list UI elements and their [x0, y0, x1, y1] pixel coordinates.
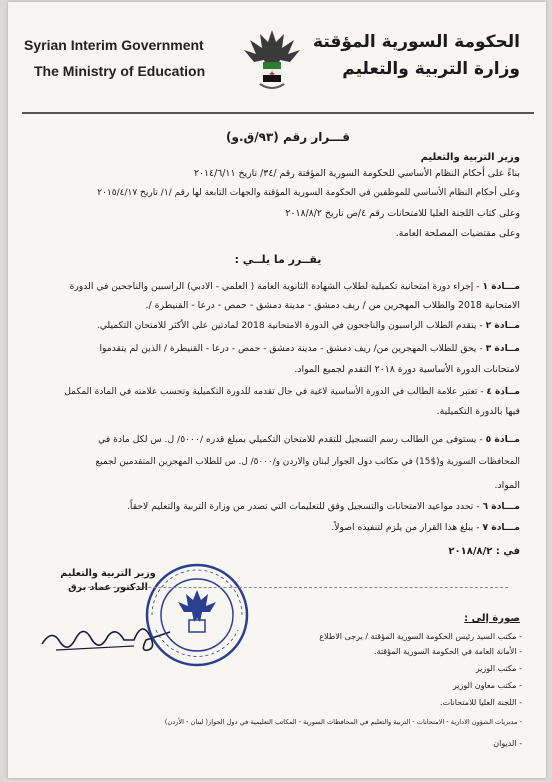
copy-list-item: - الأمانة العامة في الحكومة السورية المؤقتة.: [374, 647, 522, 656]
article-label: مــادة ٢: [485, 320, 520, 331]
decision-title: قـــرار رقم (٩٣/ق.و): [226, 130, 350, 144]
copy-list-item: - مكتب السيد رئيس الحكومة السورية المؤقتة / يرجى الاطلاع: [319, 632, 522, 641]
date-line: في : ٢٠١٨/٨/٢: [448, 546, 520, 557]
article-label: مــادة ٥: [485, 434, 520, 445]
article-text: - تعتبر علامة الطالب في الدورة الأساسية لاغية في حال تقدمه للدورة التكميلية وتحسب علامته في المادة المكمل: [64, 387, 484, 397]
document-page: [8, 2, 546, 778]
article-text: - إجراء دورة امتحانية تكميلية لطلاب الشهادة الثانوية العامة ( العلمي - الادبي) الراسبين والناجحين في الدورة: [69, 281, 480, 292]
header-english: [24, 32, 205, 84]
header-ar-government: الحكومة السورية المؤقتة: [313, 32, 520, 52]
article-text: - يستوفى من الطالب رسم التسجيل للتقدم للامتحان التكميلي بمبلغ قدره /٥٠٠٠/ ل. س لكل مادة في: [98, 434, 483, 445]
government-emblem-logo: [236, 24, 308, 96]
article-label: مـــادة ١: [482, 281, 520, 292]
article-text: - تحدد مواعيد الامتحانات والتسجيل وفق للتعليمات التي تصدر من وزارة التربية والتعليم لاحقاً.: [127, 501, 480, 512]
article-5-line-2: المحافظات السورية و($15) في مكاتب دول الجوار لبنان والاردن و/٥٠٠٠/ ل. س للطلاب المهجرين المتقدمين لجميع: [95, 457, 520, 467]
copy-list-item: - مكتب معاون الوزير: [452, 681, 522, 690]
header-en-ministry: The Ministry of Education: [34, 63, 206, 79]
article-1-line-2: الامتحانية 2018 والطلاب المهجرين من / ريف دمشق - مدينة دمشق - حمص - درعا - القنيطرة /.: [145, 300, 520, 311]
header-arabic: [313, 29, 520, 83]
signature-title: وزير التربية والتعليم: [60, 568, 156, 579]
article-3-line-1: [100, 343, 521, 354]
minister-line: وزير التربية والتعليم: [420, 152, 520, 163]
copy-heading: صورة إلى :: [464, 613, 520, 624]
article-6: [127, 501, 520, 512]
copy-list-item: - اللجنة العليا للامتحانات.: [440, 698, 522, 707]
article-text: - يحق للطلاب المهجرين من/ ريف دمشق - مدينة دمشق - حمص - درعا - القنيطرة / الذين لم يتقدموا: [99, 343, 483, 354]
copy-list-item: - مكتب الوزير: [475, 664, 522, 673]
article-text: - يبلغ هذا القرار من يلزم لتنفيذه اصولاً.: [331, 522, 480, 533]
header-divider: [22, 112, 534, 114]
article-4-line-1: [64, 387, 520, 397]
article-3-line-2: لامتحانات الدورة الأساسية دورة ٢٠١٨ التقدم لجميع المواد.: [294, 364, 520, 375]
article-5-line-1: [98, 434, 520, 445]
preamble-line: وعلى أحكام النظام الأساسي للموظفين في الحكومة السورية المؤقتة والجهات التابعة لها رقم /١/ تاريخ ٢٠١٥/٤/١٧: [97, 188, 520, 198]
copy-list-item: - الديوان: [493, 739, 522, 748]
copy-list-item: - مديريات الشؤون الادارية - الامتحانات - التربية والتعليم في المحافظات السورية - المكاتب التعليمية في دول الجوار( لبنان - الأردن): [164, 718, 522, 726]
article-7: [331, 522, 520, 533]
article-text: - يتقدم الطلاب الراسبون والناجحون في الدورة الامتحانية 2018 لمادتين على الأكثر للامتحان التكميلي.: [96, 320, 483, 331]
preamble-line: وعلى مقتضيات المصلحة العامة.: [395, 228, 520, 239]
official-stamp: [142, 560, 252, 670]
header-en-government: Syrian Interim Government: [24, 37, 204, 53]
preamble-line: بناءً على أحكام النظام الأساسي للحكومة السورية المؤقتة رقم /٣٤/ تاريخ ٢٠١٤/٦/١١: [193, 168, 520, 179]
section-divider: [78, 587, 508, 588]
preamble-line: وعلى كتاب اللجنة العليا للامتحانات رقم ٤/ص تاريخ ٢٠١٨/٨/٢: [285, 208, 520, 219]
signature-name: الدكتور عماد برق: [68, 582, 148, 593]
article-1-line-1: [70, 281, 520, 292]
article-2: [97, 320, 520, 331]
article-label: مــادة ٣: [485, 343, 520, 354]
article-5-line-3: المواد.: [494, 480, 520, 491]
article-4-line-2: فيها بالدورة التكميلية.: [436, 406, 520, 417]
article-label: مــادة ٤: [486, 387, 520, 397]
header-ar-ministry: وزارة التربية والتعليم: [342, 59, 520, 79]
decides-heading: يقــرر ما يلــي :: [234, 253, 322, 266]
article-label: مـــادة ٦: [482, 501, 520, 512]
article-label: مـــادة ٧: [482, 522, 520, 533]
